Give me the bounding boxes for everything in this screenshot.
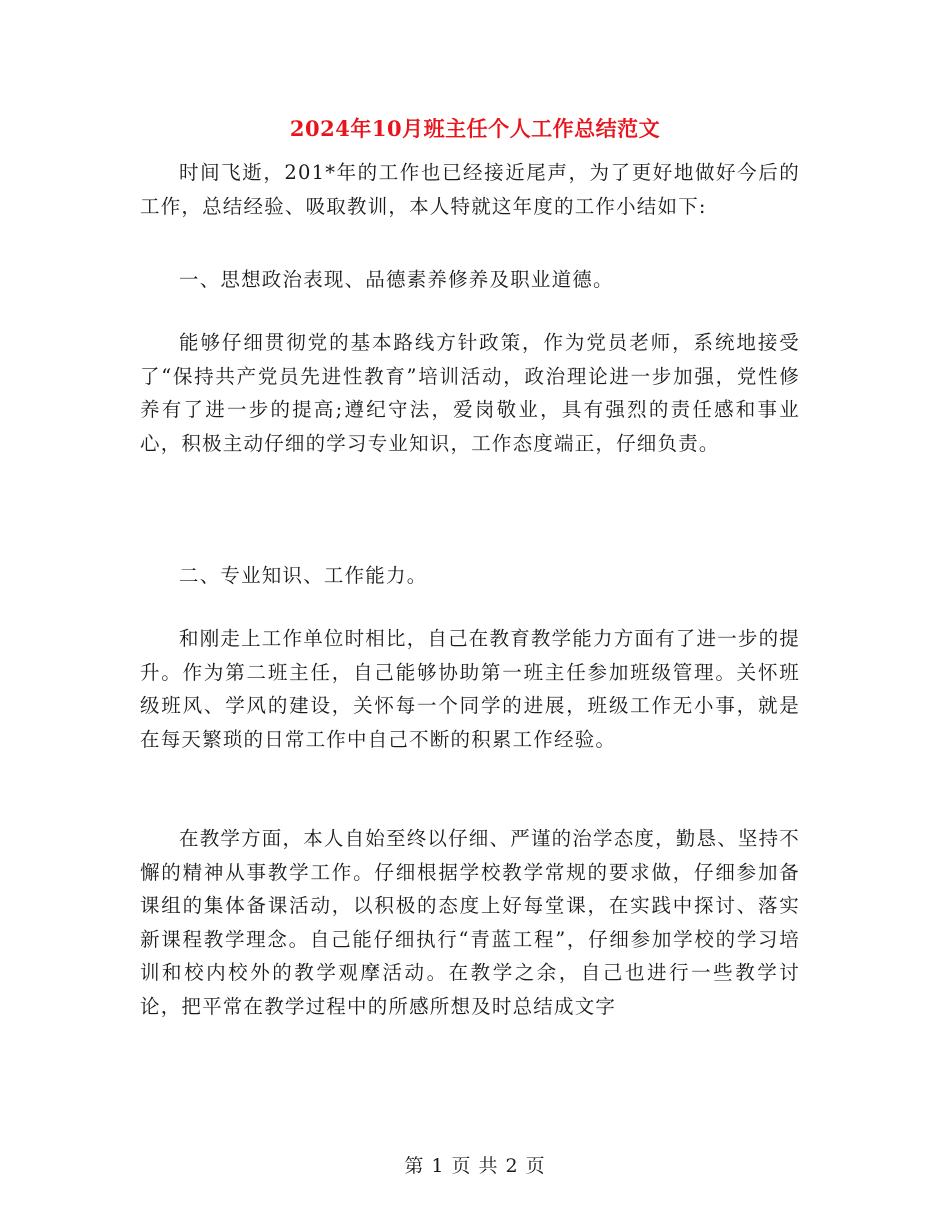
section-heading-1: 一、思想政治表现、品德素养修养及职业道德。 <box>179 268 614 291</box>
page-footer: 第 1 页 共 2 页 <box>404 1155 546 1177</box>
paragraph-intro: 时间飞逝，201*年的工作也已经接近尾声，为了更好地做好今后的工作，总结经验、吸取教训，本人特就这年度的工作小结如下: <box>140 161 800 218</box>
section-heading-2: 二、专业知识、工作能力。 <box>179 564 428 587</box>
paragraph-section-1: 能够仔细贯彻党的基本路线方针政策，作为党员老师，系统地接受了“保持共产党员先进性教育”培训活动，政治理论进一步加强，党性修养有了进一步的提高;遵纪守法，爱岗敬业，具有强烈的责任感和事业心，积极主动仔细的学习专业知识，工作态度端正，仔细负责。 <box>140 331 800 455</box>
paragraph-section-2b: 在教学方面，本人自始至终以仔细、严谨的治学态度，勤恳、坚持不懈的精神从事教学工作。仔细根据学校教学常规的要求做，仔细参加备课组的集体备课活动，以积极的态度上好每堂课，在实践中探讨、落实新课程教学理念。自己能仔细执行“青蓝工程”，仔细参加学校的学习培训和校内校外的教学观摩活动。在教学之余，自己也进行一些教学讨论，把平常在教学过程中的所感所想及时总结成文字 <box>140 827 801 1018</box>
document-title: 2024年10月班主任个人工作总结范文 <box>289 116 661 141</box>
paragraph-section-2a: 和刚走上工作单位时相比，自己在教育教学能力方面有了进一步的提升。作为第二班主任，自己能够协助第一班主任参加班级管理。关怀班级班风、学风的建设，关怀每一个同学的进展，班级工作无小事，就是在每天繁琐的日常工作中自己不断的积累工作经验。 <box>140 627 801 751</box>
